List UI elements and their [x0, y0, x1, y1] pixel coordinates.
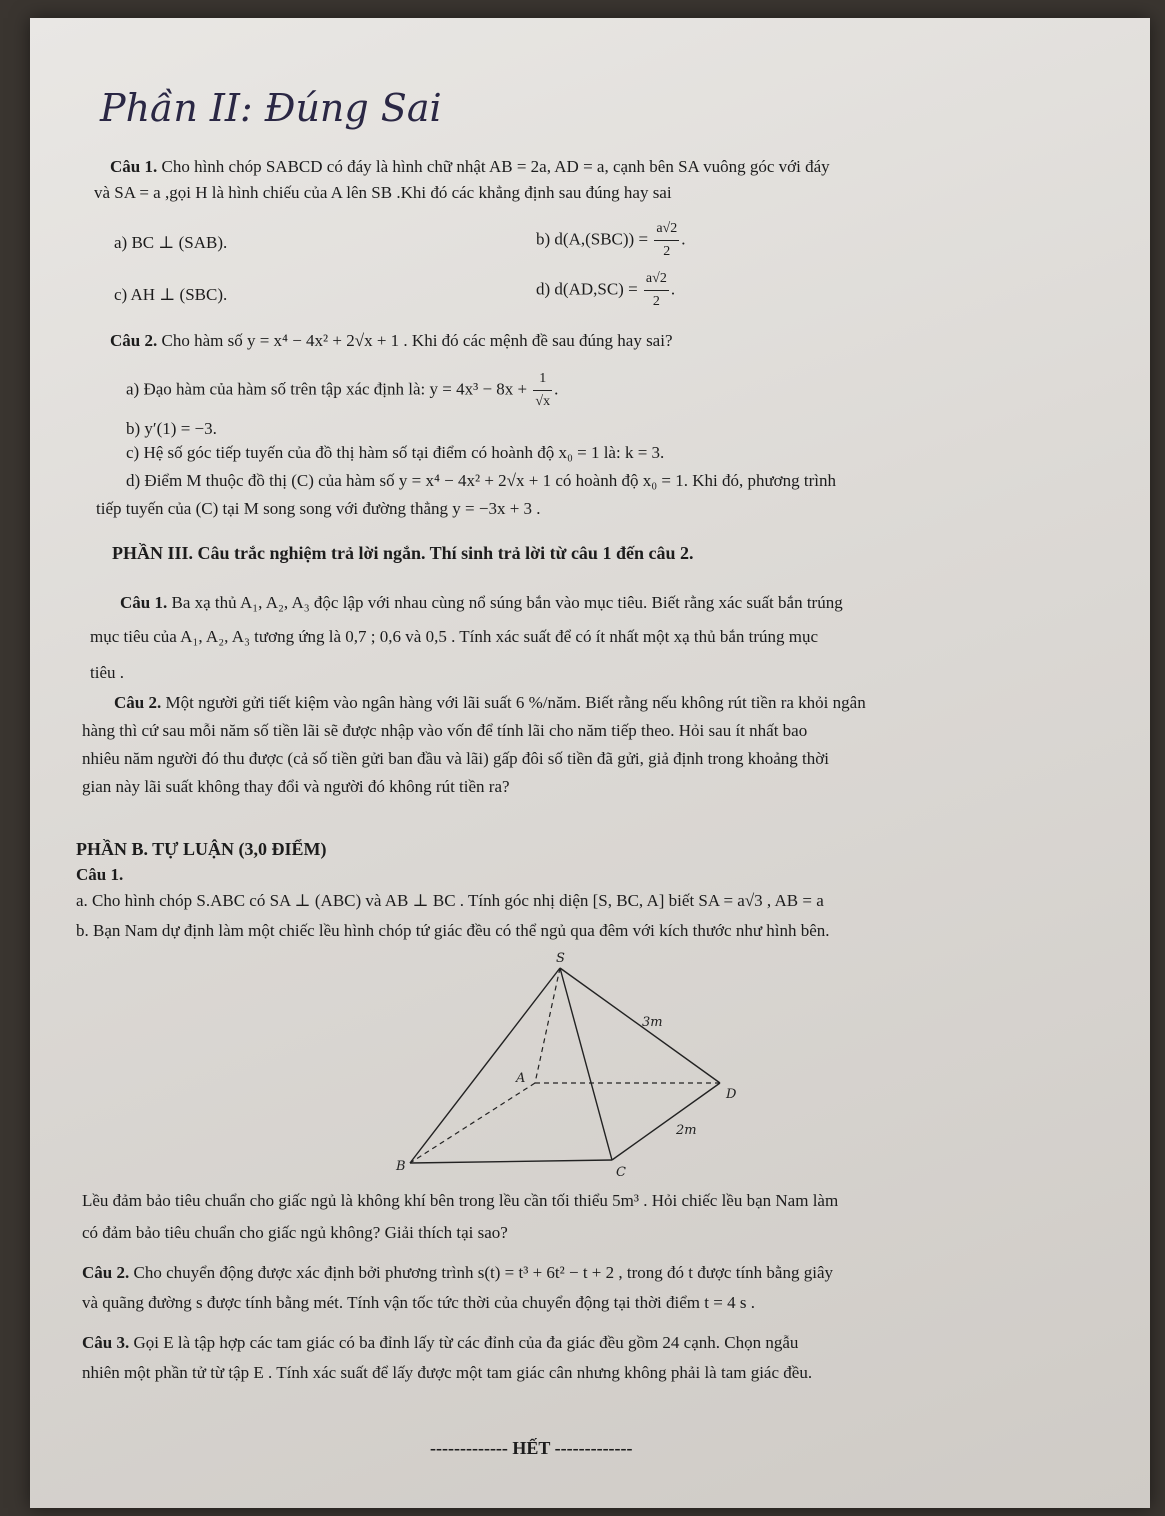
edge-length-label: 3m	[642, 1015, 663, 1030]
pB-q2-line1	[82, 1262, 833, 1284]
frac-den: 2	[652, 294, 660, 309]
p2-q2-line	[110, 330, 673, 352]
partB-title: PHẦN B. TỰ LUẬN (3,0 ĐIỂM)	[76, 839, 327, 859]
frac-num: a√2	[644, 268, 669, 291]
p2-q2-option-a: a) Đạo hàm của hàm số trên tập xác định là: y = 4x³ − 8x + $\frac{1}{√x}$ .	[126, 368, 558, 413]
p3-q2-text1: Một người gửi tiết kiệm vào ngân hàng với lãi suất 6 %/năm. Biết rằng nếu không rút tiền ra khỏi ngân	[165, 693, 866, 712]
edge-CD	[612, 1083, 720, 1160]
edge-SC	[560, 968, 612, 1160]
p3-q2-label: Câu 2.	[114, 693, 162, 712]
p3-q2-text4: gian này lãi suất không thay đổi và người đó không rút tiền ra?	[82, 777, 510, 796]
edge-SD	[560, 968, 720, 1083]
vertex-A-label: A	[516, 1071, 526, 1086]
p2-q1-text2: và SA = a ,gọi H là hình chiếu của A lên SB .Khi đó các khẳng định sau đúng hay sai	[94, 183, 672, 202]
pB-q3-text2: nhiên một phần tử từ tập E . Tính xác suất để lấy được một tam giác cân nhưng không phải là tam giác đều.	[82, 1363, 813, 1382]
base-length-label: 2m	[676, 1123, 697, 1138]
p2-q2-label: Câu 2.	[110, 331, 158, 350]
fraction	[533, 368, 552, 413]
p2-q1-d-text: d) d(AD,SC) =	[536, 279, 638, 299]
p3-q1-line1	[120, 592, 843, 614]
p3-q1-label: Câu 1.	[120, 593, 168, 612]
footer-end: ------------- HẾT -------------	[430, 1438, 633, 1458]
pB-q2-label: Câu 2.	[82, 1263, 130, 1282]
frac-num: a√2	[654, 218, 679, 241]
pB-q1b-text1: Lều đảm bảo tiêu chuẩn cho giấc ngủ là không khí bên trong lều cần tối thiểu 5m³ . Hỏi chiếc lều bạn Nam làm	[82, 1191, 839, 1210]
pB-q3-line1	[82, 1332, 798, 1354]
p3-q2-text3: nhiêu năm người đó thu được (cả số tiền gửi ban đầu và lãi) gấp đôi số tiền đã gửi, giả định trong khoảng thời	[82, 749, 829, 768]
fraction	[654, 218, 679, 263]
p2-q2-option-d1: d) Điểm M thuộc đồ thị (C) của hàm số y = x⁴ − 4x² + 2√x + 1 có hoành độ x₀ = 1. Khi đó, phương trình	[126, 471, 837, 490]
part3-title: PHẦN III. Câu trắc nghiệm trả lời ngắn. Thí sinh trả lời từ câu 1 đến câu 2.	[112, 543, 694, 563]
vertex-S-label: S	[556, 951, 565, 966]
p2-q2-option-b: b) y′(1) = −3.	[126, 419, 217, 438]
p2-q1-label: Câu 1.	[110, 157, 158, 176]
pB-q1-label: Câu 1.	[76, 865, 124, 884]
p2-q2-option-c: c) Hệ số góc tiếp tuyến của đồ thị hàm số tại điểm có hoành độ x₀ = 1 là: k = 3.	[126, 443, 665, 462]
p2-q1-line1	[110, 156, 830, 178]
pB-q1a: a. Cho hình chóp S.ABC có SA ⊥ (ABC) và AB ⊥ BC . Tính góc nhị diện [S, BC, A] biết SA = a√3 , AB = a	[76, 891, 824, 910]
p3-q1-text2: mục tiêu của A₁, A₂, A₃ tương ứng là 0,7 ; 0,6 và 0,5 . Tính xác suất để có ít nhất một xạ thủ bắn trúng mục	[90, 627, 819, 646]
vertex-D-label: D	[726, 1087, 737, 1102]
p3-q1-text3: tiêu .	[90, 663, 124, 682]
p2-q1-option-b: b) d(A,(SBC)) = $\frac{a√2}{2}$ .	[536, 218, 685, 263]
p2-q1-option-d: d) d(AD,SC) = $\frac{a√2}{2}$ .	[536, 268, 675, 313]
p2-q2-option-d2: tiếp tuyến của (C) tại M song song với đường thẳng y = −3x + 3 .	[96, 499, 541, 518]
p2-q1-option-c: c) AH ⊥ (SBC).	[114, 285, 228, 304]
frac-num: 1	[533, 368, 552, 391]
pB-q2-text2: và quãng đường s được tính bằng mét. Tính vận tốc tức thời của chuyển động tại thời điểm t = 4 s .	[82, 1293, 755, 1312]
p3-q2-line1	[114, 692, 866, 714]
frac-den: 2	[663, 244, 671, 259]
handwritten-heading: Phần II: Đúng Sai	[100, 86, 442, 130]
p2-q1-option-a: a) BC ⊥ (SAB).	[114, 233, 228, 252]
vertex-B-label: B	[396, 1159, 406, 1174]
edge-AB	[410, 1083, 535, 1163]
p2-q1-text1: Cho hình chóp SABCD có đáy là hình chữ nhật AB = 2a, AD = a, cạnh bên SA vuông góc với đáy	[161, 157, 830, 176]
pB-q3-label: Câu 3.	[82, 1333, 130, 1352]
pB-q1b: b. Bạn Nam dự định làm một chiếc lều hình chóp tứ giác đều có thể ngủ qua đêm với kích thước như hình bên.	[76, 921, 830, 940]
edge-SB	[410, 968, 560, 1163]
exam-page	[30, 18, 1150, 1508]
p3-q2-text2: hàng thì cứ sau mỗi năm số tiền lãi sẽ được nhập vào vốn để tính lãi cho năm tiếp theo. Hỏi sau ít nhất bao	[82, 721, 808, 740]
pyramid-figure	[380, 948, 750, 1178]
fraction	[644, 268, 669, 313]
p2-q2-text: Cho hàm số y = x⁴ − 4x² + 2√x + 1 . Khi đó các mệnh đề sau đúng hay sai?	[161, 331, 673, 350]
p2-q1-b-text: b) d(A,(SBC)) =	[536, 229, 649, 249]
pB-q2-text1: Cho chuyển động được xác định bởi phương trình s(t) = t³ + 6t² − t + 2 , trong đó t được tính bằng giây	[133, 1263, 833, 1282]
pB-q1b-text2: có đảm bảo tiêu chuẩn cho giấc ngủ không? Giải thích tại sao?	[82, 1223, 508, 1242]
frac-den: √x	[535, 394, 551, 409]
vertex-C-label: C	[616, 1165, 626, 1178]
p3-q1-text1: Ba xạ thủ A₁, A₂, A₃ độc lập với nhau cùng nổ súng bắn vào mục tiêu. Biết rằng xác suất bắn trúng	[171, 593, 843, 612]
pB-q3-text1: Gọi E là tập hợp các tam giác có ba đỉnh lấy từ các đỉnh của đa giác đều gồm 24 cạnh. Chọn ngẫu	[133, 1333, 799, 1352]
p2-q2-a-text: a) Đạo hàm của hàm số trên tập xác định là: y = 4x³ − 8x +	[126, 379, 528, 399]
edge-BC	[410, 1160, 612, 1163]
